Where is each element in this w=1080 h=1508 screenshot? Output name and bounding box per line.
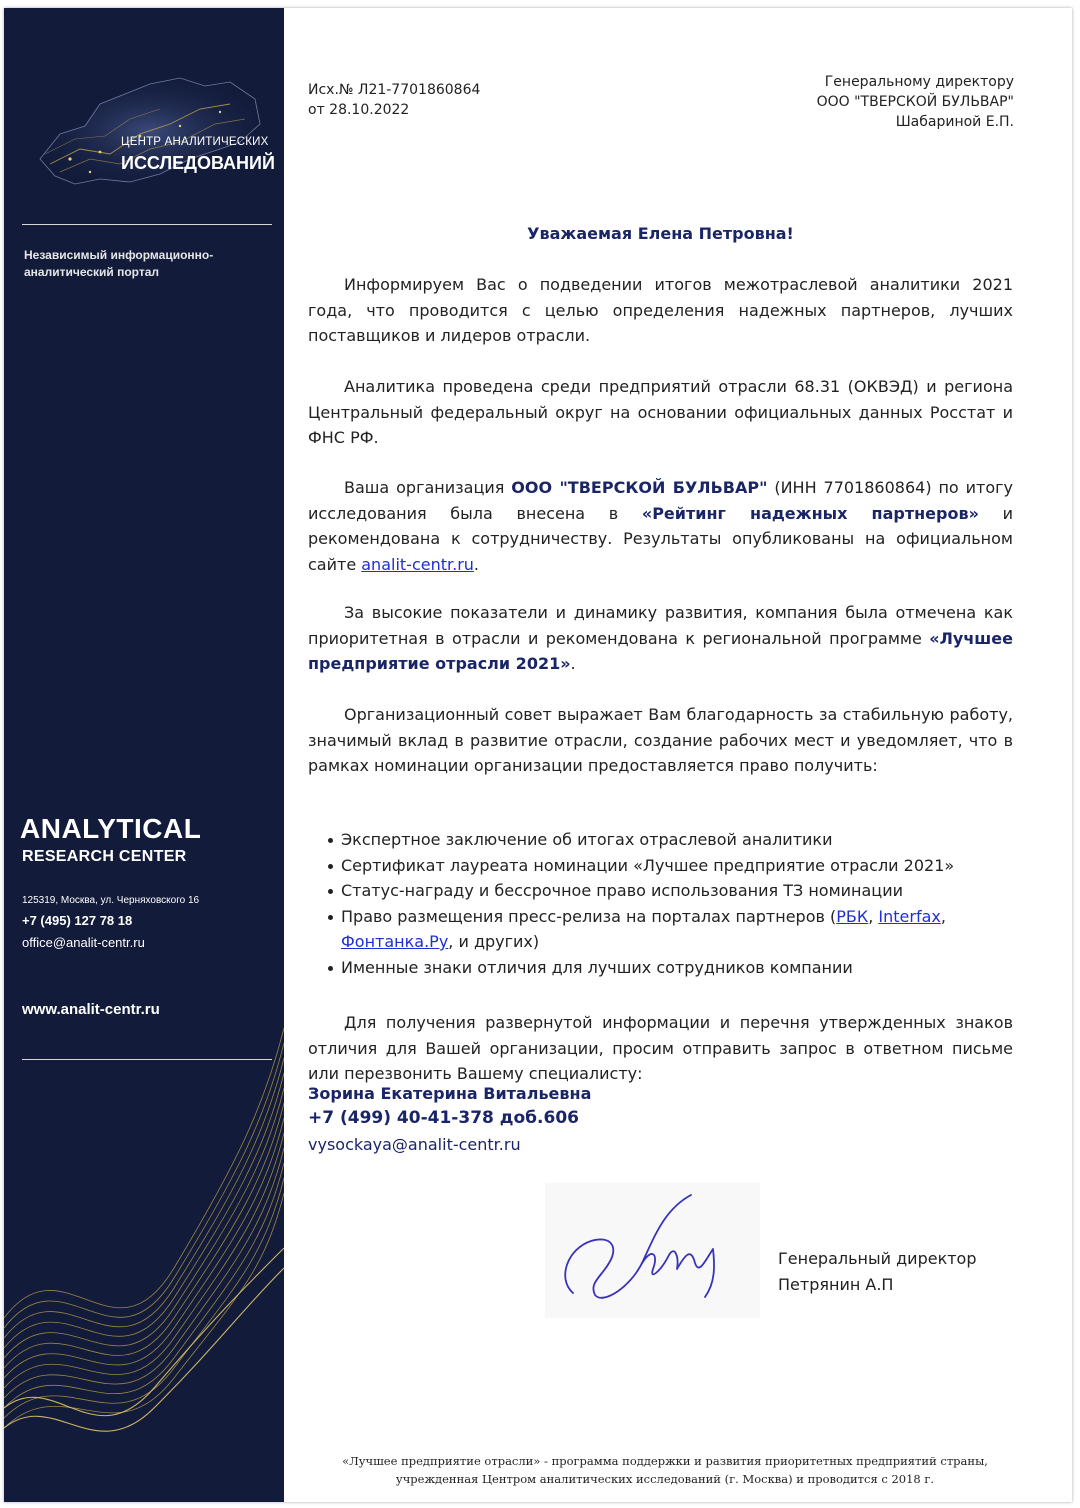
paragraph-3-text-3: и рекомендована к сотрудничеству. Результаты опубликованы на официальном сайте	[308, 503, 1014, 574]
paragraph-4-text-2: .	[570, 654, 576, 673]
list-item	[308, 853, 1013, 879]
brand-line-1: ANALYTICAL	[20, 813, 202, 844]
rating-name: «Рейтинг надежных партнеров»	[641, 503, 979, 523]
bullet-icon	[328, 864, 333, 869]
interfax-link[interactable]: Interfax	[878, 906, 941, 926]
addressee-block	[714, 72, 1014, 132]
outgoing-number: Исх.№ Л21-7701860864	[308, 82, 481, 98]
rbc-link[interactable]: РБК	[836, 906, 869, 926]
benefit-1: Экспертное заключение об итогах отраслевой аналитики	[341, 830, 833, 849]
website-link[interactable]: analit-centr.ru	[361, 554, 474, 574]
sidebar-address: 125319, Москва, ул. Черняховского 16	[22, 895, 200, 906]
fontanka-link[interactable]: Фонтанка.Ру	[341, 932, 449, 951]
paragraph-3-text-1: Ваша организация	[344, 478, 512, 497]
benefit-4-text-2: , и других)	[448, 932, 540, 951]
logo-line-2: ИССЛЕДОВАНИЙ	[121, 153, 275, 173]
letter-date: от 28.10.2022	[308, 102, 410, 118]
paragraph-1: Информируем Вас о подведении итогов межотраслевой аналитики 2021 года, что проводится с целью определения надежных партнеров, лучших поставщиков и лидеров отрасли.	[308, 275, 1013, 345]
paragraph-2: Аналитика проведена среди предприятий отрасли 68.31 (ОКВЭД) и региона Центральный федеральный округ на основании официальных данных Росстат и ФНС РФ.	[308, 377, 1013, 447]
sidebar-phone: +7 (495) 127 78 18	[22, 913, 133, 928]
benefit-2: Сертификат лауреата номинации «Лучшее предприятие отрасли 2021»	[341, 855, 955, 875]
paragraph-4-text-1: За высокие показатели и динамику развития, компания была отмечена как приоритетная в отрасли и рекомендована к региональной программе	[308, 603, 1013, 648]
list-item	[308, 827, 1013, 853]
benefit-4-separator-2: ,	[940, 906, 946, 926]
contact-phone: +7 (499) 40-41-378 доб.606	[308, 1108, 579, 1128]
signature	[545, 1183, 760, 1318]
letterhead-sidebar	[4, 8, 284, 1502]
sidebar-website: www.analit-centr.ru	[22, 1001, 160, 1018]
sidebar-divider-top	[22, 224, 272, 225]
benefit-5: Именные знаки отличия для лучших сотрудников компании	[341, 957, 853, 977]
addressee-line-1: Генеральному директору	[824, 74, 1014, 90]
handwritten-signature-icon	[545, 1183, 760, 1318]
greeting: Уважаемая Елена Петровна!	[527, 224, 794, 243]
contact-name: Зорина Екатерина Витальевна	[308, 1084, 592, 1103]
portal-description	[24, 247, 264, 281]
paragraph-4	[308, 600, 1013, 677]
paragraph-3	[308, 475, 1013, 577]
bullet-icon	[328, 966, 333, 971]
addressee-line-3: Шабариной Е.П.	[895, 114, 1014, 130]
paragraph-3-text-4: .	[473, 554, 479, 574]
program-name: «Лучшее предприятие отрасли 2021»	[308, 628, 1013, 673]
contact-email[interactable]: vysockaya@analit-centr.ru	[308, 1135, 521, 1154]
logo-line-1: ЦЕНТР АНАЛИТИЧЕСКИХ	[121, 136, 269, 148]
footer-note	[300, 1452, 1030, 1488]
paragraph-6: Для получения развернутой информации и перечня утвержденных знаков отличия для Вашей организации, просим отправить запрос в ответном письме или перезвонить Вашему специалисту:	[308, 1013, 1013, 1083]
addressee-line-2: ООО "ТВЕРСКОЙ БУЛЬВАР"	[816, 94, 1014, 110]
portal-line-1: Независимый информационно-	[24, 248, 214, 262]
brand-line-2: RESEARCH CENTER	[22, 848, 187, 865]
organization-name: ООО "ТВЕРСКОЙ БУЛЬВАР"	[511, 478, 768, 497]
outgoing-reference	[308, 80, 480, 120]
list-item	[308, 878, 1013, 904]
benefit-4-separator-1: ,	[868, 906, 879, 926]
signer-title: Генеральный директор	[778, 1249, 977, 1268]
footer-line-1: «Лучшее предприятие отрасли» - программа поддержки и развития приоритетных предприятий страны,	[342, 1454, 988, 1468]
portal-line-2: аналитический портал	[24, 265, 160, 279]
russia-map-logo-icon	[30, 64, 270, 204]
sidebar-email: office@analit-centr.ru	[22, 935, 145, 950]
benefit-4-text-1: Право размещения пресс-релиза на порталах партнеров (	[341, 906, 837, 926]
benefits-list	[308, 827, 1013, 980]
gold-waves-decoration-icon	[4, 988, 284, 1488]
signer-name: Петрянин А.П	[778, 1275, 894, 1294]
paragraph-3-text-2: (ИНН 7701860864) по итогу исследования была внесена в	[308, 478, 1013, 523]
bullet-icon	[328, 838, 333, 843]
benefit-3: Статус-награду и бессрочное право использования ТЗ номинации	[341, 881, 903, 900]
paragraph-5: Организационный совет выражает Вам благодарность за стабильную работу, значимый вклад в развитие отрасли, создание рабочих мест и уведомляет, что в рамках номинации организации предоставляется право получить:	[308, 705, 1013, 775]
bullet-icon	[328, 889, 333, 894]
signer-block	[778, 1246, 977, 1298]
list-item	[308, 904, 1013, 955]
bullet-icon	[328, 915, 333, 920]
list-item	[308, 955, 1013, 981]
footer-line-2: учрежденная Центром аналитических исследований (г. Москва) и проводится с 2018 г.	[395, 1472, 935, 1486]
